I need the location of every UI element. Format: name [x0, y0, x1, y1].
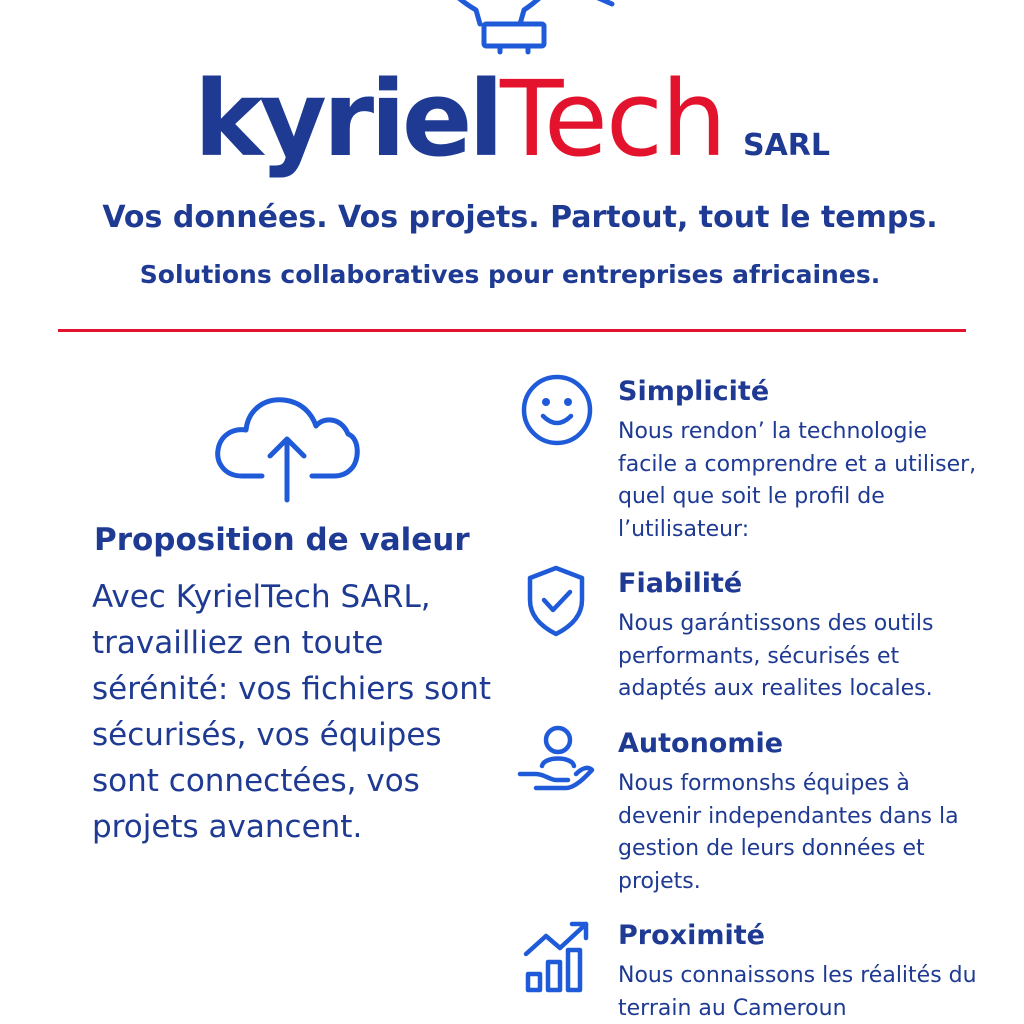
hand-person-icon	[516, 722, 596, 802]
feature-desc-proximite: Nous connaissons les réalités du terrain au Cameroun	[618, 963, 977, 1021]
feature-desc-simplicite: Nous rendon’ la technologie facile a comprendre et a utiliser, quel que soit le profil de l’utilisateur:	[618, 419, 977, 542]
feature-title-proximite: Proximité	[618, 920, 765, 951]
brand-name-part1: kyriel	[193, 58, 501, 180]
brand-name-part2: Tech	[500, 58, 725, 180]
shield-check-icon	[516, 560, 596, 640]
header-divider	[58, 329, 966, 332]
brand-logo	[0, 58, 1024, 208]
value-proposition-title: Proposition de valeur	[94, 522, 470, 558]
brand-suffix: SARL	[742, 128, 831, 163]
feature-title-fiabilite: Fiabilité	[618, 568, 743, 599]
feature-desc-fiabilite: Nous garántissons des outils performants, sécurisés et adaptés aux realites locales.	[618, 611, 934, 701]
growth-chart-icon	[520, 916, 600, 996]
value-proposition-body: Avec KyrielTech SARL, travailliez en toute sérénité: vos fichiers sont sécurisés, vos équipes sont connectées, vos projets avancent.	[92, 579, 492, 845]
feature-desc-autonomie: Nous formonshs équipes à devenir independantes dans la gestion de leurs données et projets.	[618, 771, 959, 894]
smiley-icon	[516, 372, 596, 452]
lightbulb-logo-icon	[440, 0, 620, 56]
feature-title-autonomie: Autonomie	[618, 728, 784, 759]
subtagline: Solutions collaboratives pour entreprises africaines.	[139, 260, 881, 289]
feature-title-simplicite: Simplicité	[618, 376, 770, 407]
cloud-upload-icon	[212, 392, 362, 504]
tagline: Vos données. Vos projets. Partout, tout le temps.	[102, 200, 938, 235]
